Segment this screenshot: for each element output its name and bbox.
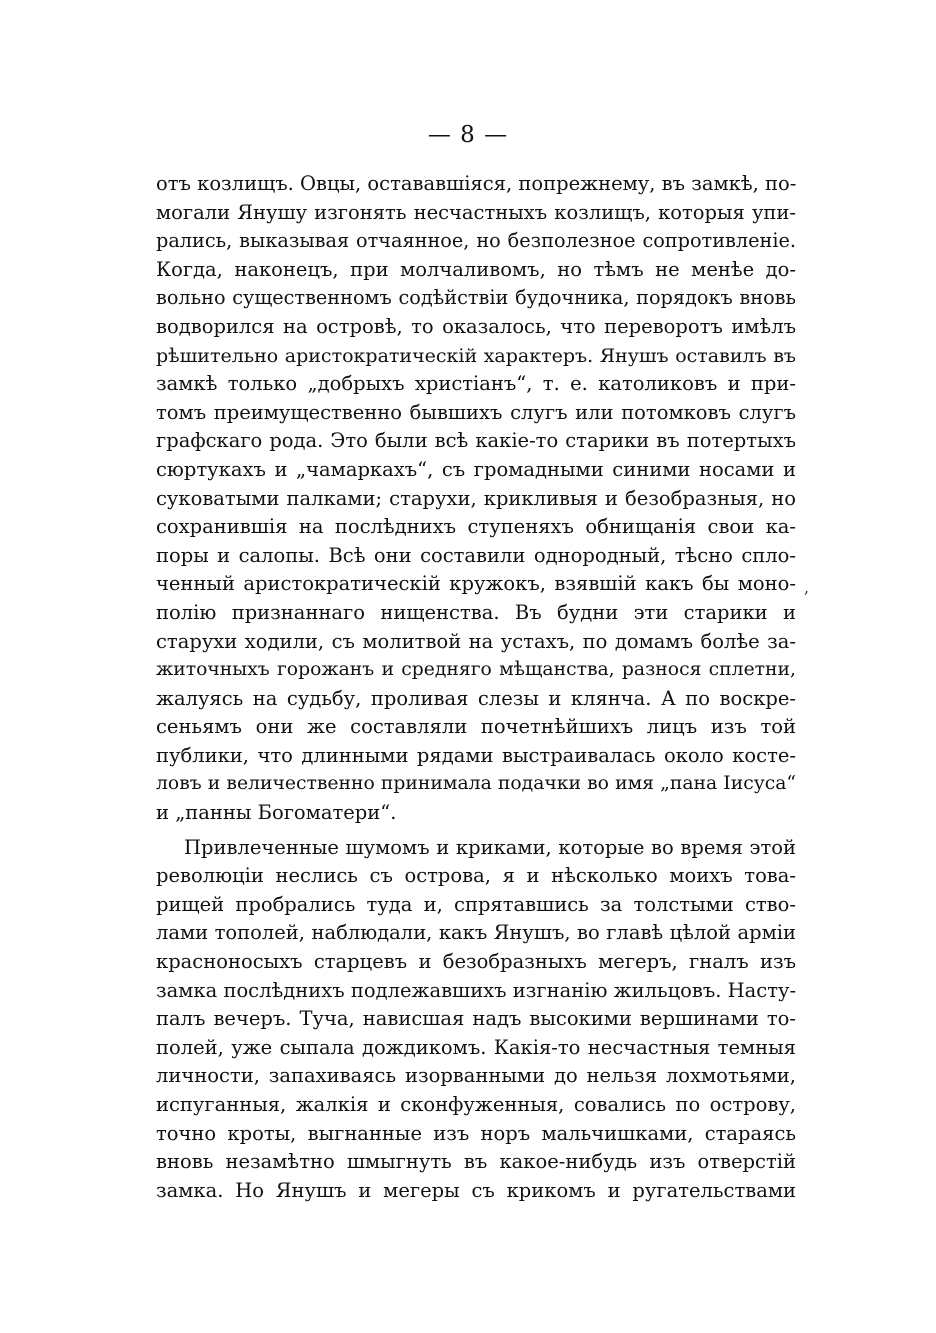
text-line: вновь незамѣтно шмыгнуть въ какое-нибудь изъ отверстій bbox=[156, 1150, 796, 1174]
text-line: житочныхъ горожанъ и средняго мѣщанства, разнося сплетни, bbox=[156, 659, 796, 681]
text-line: замкѣ только „добрыхъ христіанъ“, т. е. католиковъ и при- bbox=[156, 372, 796, 396]
page-number: — 8 — bbox=[427, 122, 509, 148]
text-line: точно кроты, выгнанные изъ норъ мальчишками, стараясь bbox=[156, 1121, 796, 1145]
text-line: полей, уже сыпала дождикомъ. Какія-то несчастныя темныя bbox=[156, 1035, 796, 1059]
text-line: Привлеченные шумомъ и криками, которые во время этой bbox=[184, 835, 796, 859]
body-text bbox=[156, 170, 796, 1205]
text-line: публики, что длинными рядами выстраивалась около косте- bbox=[156, 743, 796, 767]
text-line: графскаго рода. Это были всѣ какіе-то старики въ потертыхъ bbox=[156, 429, 796, 453]
text-line: революціи неслись съ острова, я и нѣсколько моихъ това- bbox=[156, 864, 796, 888]
paragraph-1 bbox=[156, 170, 796, 828]
text-line: отъ козлищъ. Овцы, остававшіяся, попрежнему, въ замкѣ, по- bbox=[156, 172, 797, 195]
text-line: томъ преимущественно бывшихъ слугъ или потомковъ слугъ bbox=[156, 400, 796, 424]
text-line: могали Янушу изгонять несчастныхъ козлищъ, которыя упи- bbox=[156, 200, 796, 224]
text-line: и „панны Богоматери“. bbox=[156, 801, 397, 825]
paragraph-2 bbox=[156, 834, 796, 1206]
text-line: поры и салопы. Всѣ они составили однородный, тѣсно спло- bbox=[156, 543, 796, 567]
text-line: замка послѣднихъ подлежавшихъ изгнанію жильцовъ. Насту- bbox=[156, 978, 797, 1002]
text-line: испуганныя, жалкія и сконфуженныя, совались по острову, bbox=[156, 1093, 796, 1116]
text-line: рѣшительно аристократическій характеръ. Янушъ оставилъ въ bbox=[156, 344, 796, 367]
text-line: сюртукахъ и „чамаркахъ“, съ громадными синими носами и bbox=[156, 457, 796, 481]
text-line: рались, выказывая отчаянное, но безполезное сопротивленіе. bbox=[156, 229, 796, 253]
text-line: водворился на островѣ, то оказалось, что переворотъ имѣлъ bbox=[156, 314, 796, 338]
text-line: ченный аристократическій кружокъ, взявшій какъ бы моно- bbox=[156, 572, 796, 596]
text-line: палъ вечеръ. Туча, нависшая надъ высокими вершинами то- bbox=[156, 1007, 796, 1031]
text-line: сеньямъ они же составляли почетнѣйшихъ лицъ изъ той bbox=[156, 715, 796, 739]
text-line: сохранившія на послѣднихъ ступеняхъ обнищанія свои ка- bbox=[156, 515, 796, 539]
text-line: жалуясь на судьбу, проливая слезы и клянча. А по воскре- bbox=[156, 686, 796, 710]
text-line: полію признаннаго нищенства. Въ будни эти старики и bbox=[156, 600, 796, 624]
text-line: старухи ходили, съ молитвой на устахъ, по домамъ болѣе за- bbox=[156, 629, 796, 653]
text-line: лами тополей, наблюдали, какъ Янушъ, во главѣ цѣлой арміи bbox=[156, 921, 796, 945]
text-line: Когда, наконецъ, при молчаливомъ, но тѣмъ не менѣе до- bbox=[156, 257, 796, 281]
text-line: вольно существенномъ содѣйствіи будочника, порядокъ вновь bbox=[156, 286, 796, 310]
text-line: рищей пробрались туда и, спрятавшись за толстыми ство- bbox=[156, 892, 796, 916]
text-line: ловъ и величественно принимала подачки во имя „пана Іисуса“ bbox=[156, 773, 796, 795]
text-line: замка. Но Янушъ и мегеры съ крикомъ и ругательствами bbox=[156, 1178, 796, 1202]
text-line: личности, запахиваясь изорванными до нельзя лохмотьями, bbox=[156, 1064, 796, 1088]
text-line: красноносыхъ старцевъ и безобразныхъ мегеръ, гналъ изъ bbox=[156, 950, 796, 974]
text-line: суковатыми палками; старухи, крикливыя и безобразныя, но bbox=[156, 486, 796, 510]
margin-mark: , bbox=[804, 578, 810, 597]
